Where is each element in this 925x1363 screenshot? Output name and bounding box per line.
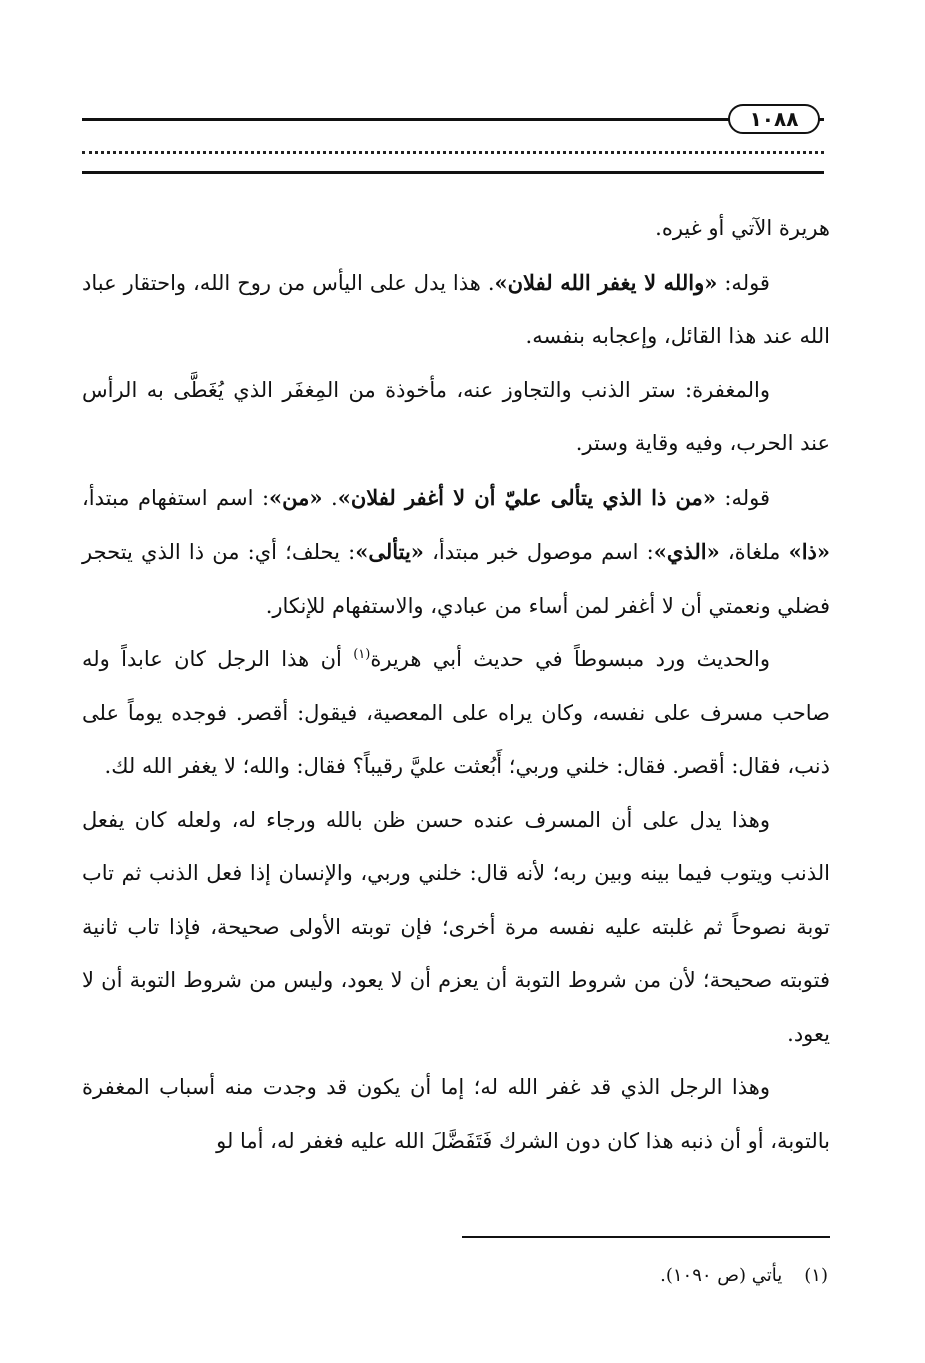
text-run: قوله:	[717, 270, 770, 295]
page-header	[82, 104, 824, 184]
text-run: : يحلف؛ أي: من ذا الذي يتحجر فضلي ونعمتي أن لا أغفر لمن أساء من عبادي، والاستفهام للإنكار.	[82, 540, 830, 618]
paragraph-explanation	[82, 794, 830, 1062]
quoted-hadith-phrase: «من ذا الذي يتألى عليّ أن لا أغفر لفلان»	[337, 484, 716, 510]
paragraph-continuation	[82, 202, 830, 256]
footnote-number: (١)	[804, 1265, 828, 1286]
paragraph-definition	[82, 364, 830, 471]
footnote	[660, 1262, 828, 1290]
paragraph-hadith-story	[82, 633, 830, 794]
text-run: والمغفرة: ستر الذنب والتجاوز عنه، مأخوذة من المِغفَر الذي يُغَطَّى به الرأس عند الحرب، وفيه وقاية وستر.	[82, 377, 830, 455]
page-body	[82, 202, 830, 1168]
text-run: هريرة الآتي أو غيره.	[655, 216, 830, 240]
page-number-badge	[728, 104, 820, 134]
paragraph-conclusion	[82, 1061, 830, 1168]
text-run: وهذا يدل على أن المسرف عنده حسن ظن بالله ورجاء له، ولعله كان يفعل الذنب ويتوب فيما بينه وبين ربه؛ لأنه قال: خلني وربي، والإنسان إذا فعل الذنب ثم تاب توبة نصوحاً ثم غلبته عليه نفسه مرة أخرى؛ فإن توبته الأولى صحيحة، فإذا تاب ثانية فتوبته صحيحة؛ لأن من شروط التوبة أن يعزم أن لا يعود، وليس من شروط التوبة أن لا يعود.	[82, 807, 830, 1046]
header-dotted-rule	[82, 151, 824, 154]
header-bottom-rule	[82, 171, 824, 174]
text-run: أن هذا الرجل كان عابداً وله صاحب مسرف على نفسه، وكان يراه على المعصية، فيقول: أقصر. فوجده يوماً على ذنب، فقال: أقصر. فقال: خلني وربي؛ أَبُعثت عليَّ رقيباً؟ فقال: والله؛ لا يغفر الله لك.	[82, 647, 830, 778]
footnote-reference[interactable]: (١)	[353, 647, 371, 662]
text-run: .	[322, 485, 338, 510]
footnote-separator	[462, 1236, 830, 1238]
quoted-word: «ذا»	[788, 539, 831, 564]
text-run: . هذا يدل على اليأس من روح الله، واحتقار عباد الله عند هذا القائل، وإعجابه بنفسه.	[82, 270, 830, 348]
text-run: : اسم استفهام مبتدأ،	[82, 485, 270, 510]
text-run: وهذا الرجل الذي قد غفر الله له؛ إما أن يكون قد وجدت منه أسباب المغفرة بالتوبة، أو أن ذنبه هذا كان دون الشرك فَتَفَضَّلَ الله عليه فغفر له، أما لو	[82, 1075, 830, 1153]
paragraph-commentary-2	[82, 471, 830, 634]
quoted-word: «من»	[269, 484, 323, 510]
header-top-rule	[82, 118, 824, 121]
paragraph-commentary-1	[82, 256, 830, 364]
text-run: والحديث ورد مبسوطاً في حديث أبي هريرة	[370, 647, 770, 671]
text-run: ملغاة،	[719, 540, 789, 564]
footnote-text: يأتي (ص ١٠٩٠).	[660, 1265, 783, 1286]
quoted-hadith-phrase: «والله لا يغفر الله لفلان»	[494, 269, 718, 295]
quoted-word: «يتألى»	[355, 539, 424, 564]
page-number: ١٠٨٨	[749, 107, 799, 131]
quoted-word: «الذي»	[653, 539, 720, 564]
text-run: قوله:	[715, 485, 770, 510]
text-run: : اسم موصول خبر مبتدأ،	[423, 540, 654, 564]
